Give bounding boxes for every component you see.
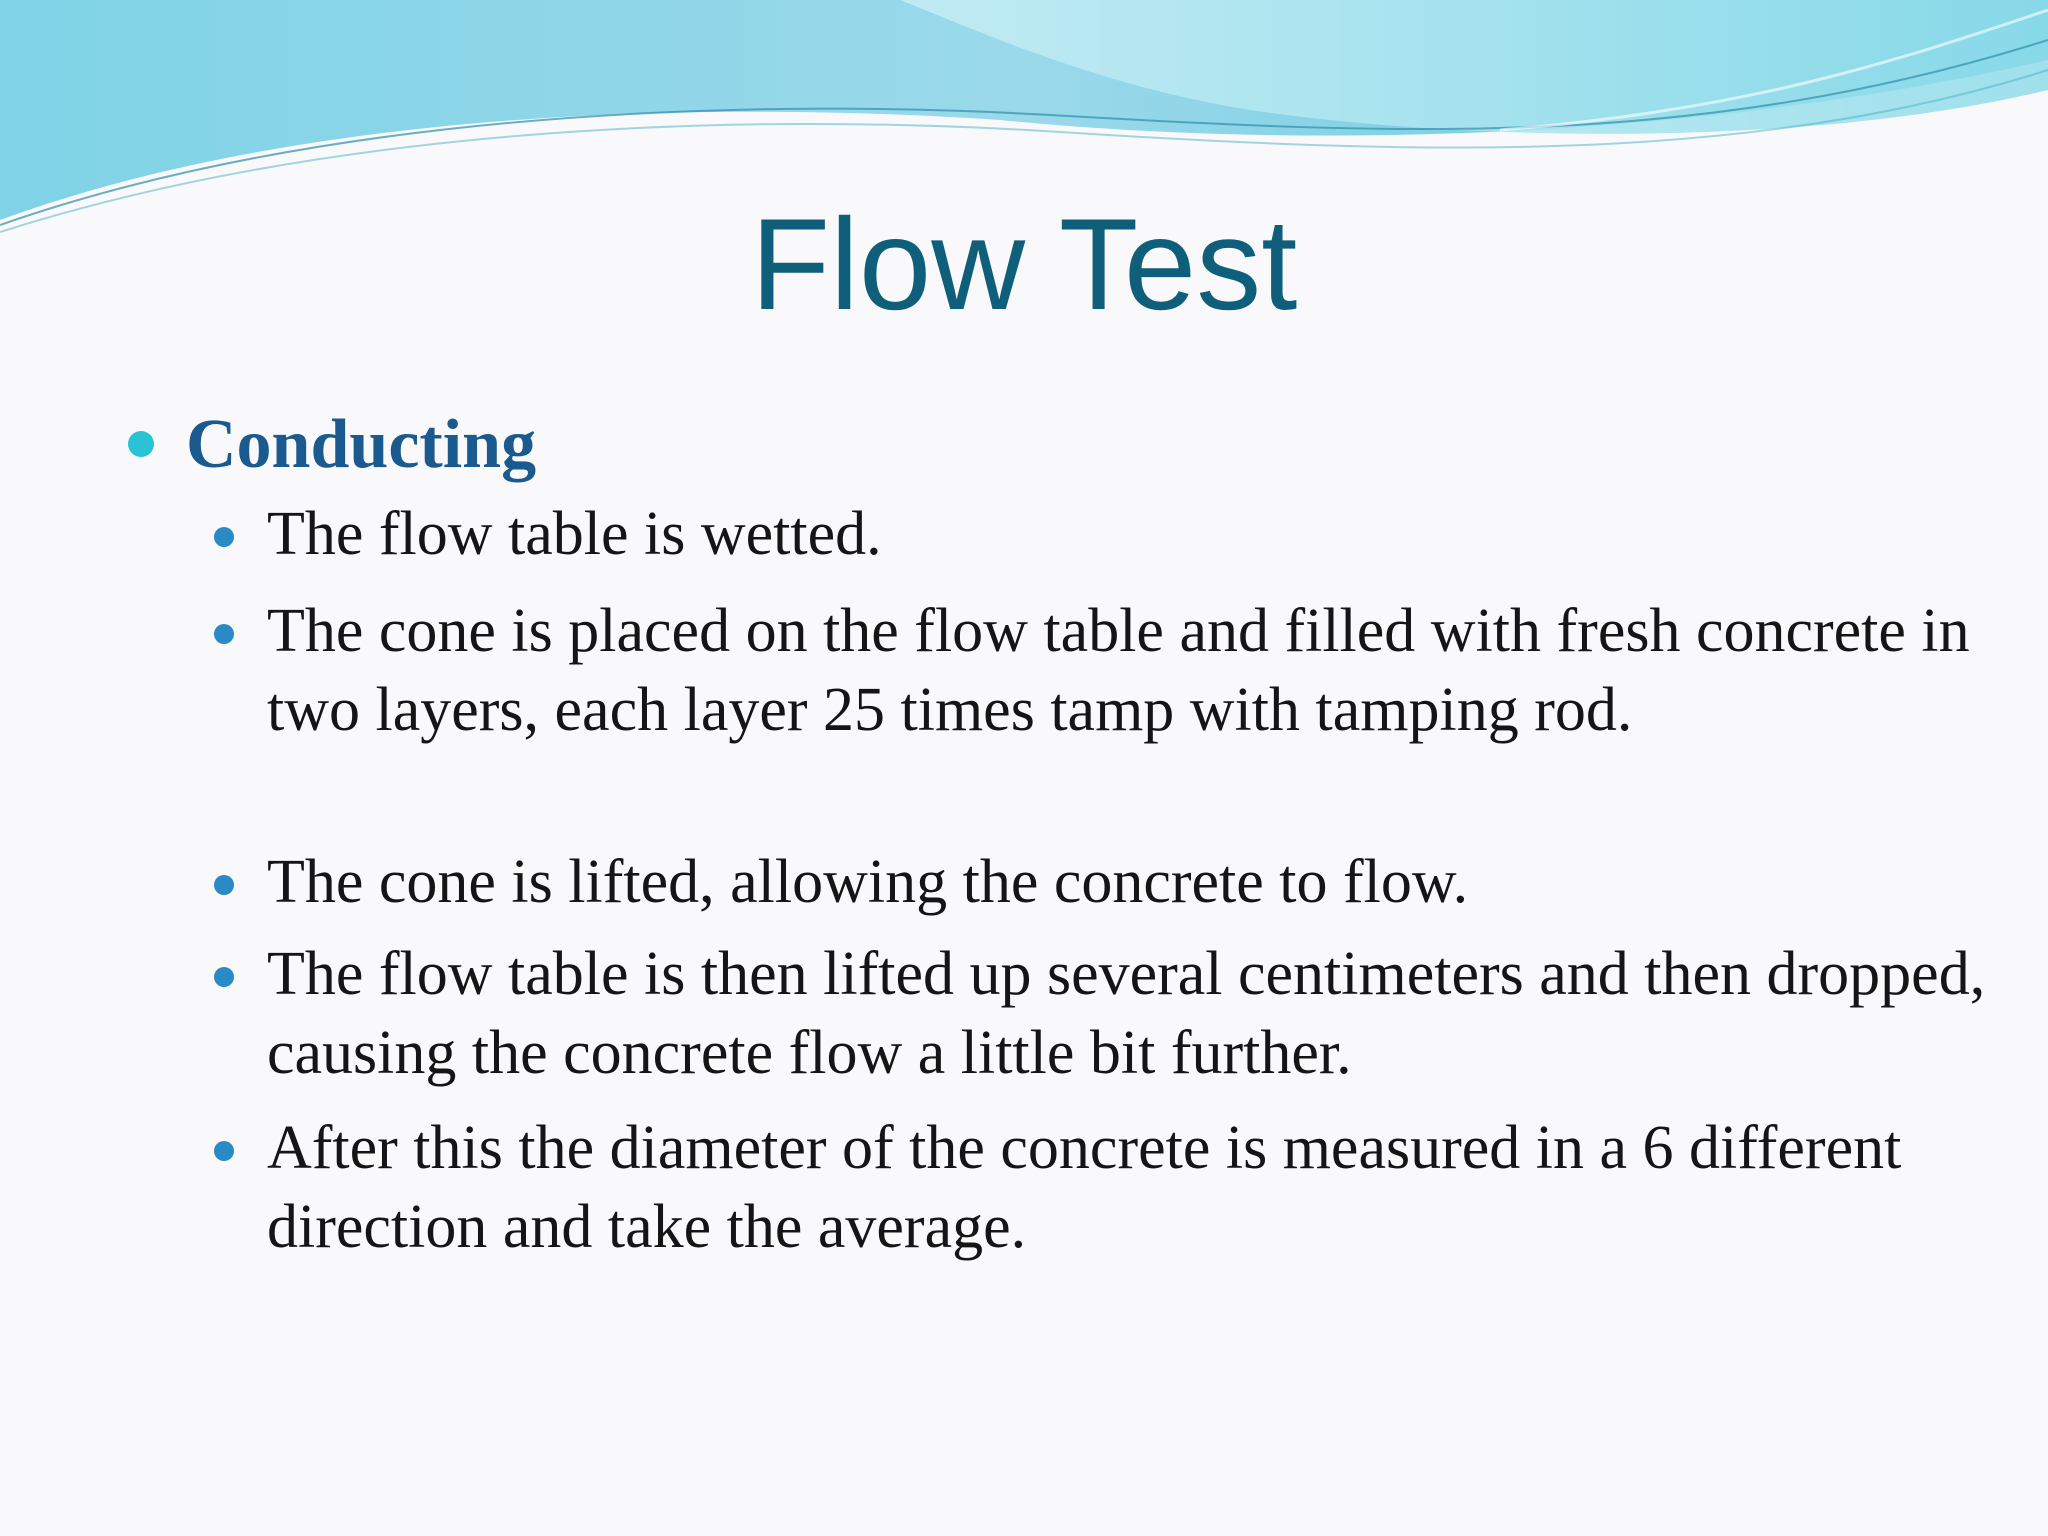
bullet-item: The flow table is then lifted up several centimeters and then dropped, causing the concrete flow a little bit further.: [267, 940, 1986, 1087]
heading-bullet-icon: [128, 431, 154, 457]
bullet-item: After this the diameter of the concrete is measured in a 6 different direction and take the average.: [267, 1114, 1902, 1261]
sub-bullet-icon: [214, 875, 234, 895]
sub-bullet-icon: [214, 527, 234, 547]
bullet-item: The cone is placed on the flow table and filled with fresh concrete in two layers, each layer 25 times tamp with tamping rod.: [267, 597, 1970, 744]
sub-bullet-icon: [214, 624, 234, 644]
slide-title: Flow Test: [750, 191, 1298, 337]
sub-bullet-icon: [214, 967, 234, 987]
section-heading: Conducting: [186, 406, 537, 483]
bullet-item: The flow table is wetted.: [267, 500, 882, 568]
sub-bullet-icon: [214, 1141, 234, 1161]
bullet-item: The cone is lifted, allowing the concrete to flow.: [267, 848, 1469, 916]
